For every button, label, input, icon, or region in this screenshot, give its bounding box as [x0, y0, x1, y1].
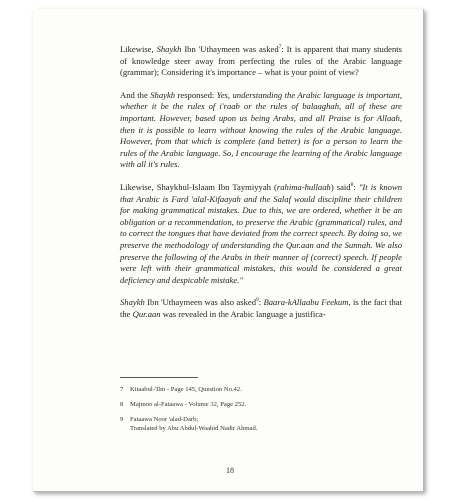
text: : It is apparent that many students of knowledge steer away from perfecting the rules of the Arabic language (grammar); Considering it's importance – what is your point of view? — [120, 44, 402, 78]
footnote-text-continued: Translated by Abu Abdul-Waahid Nadir Ahmad. — [130, 425, 258, 432]
page-number: 18 — [226, 466, 234, 475]
text-italic: Qur.aan — [132, 308, 161, 319]
footnote-ref: 9 — [256, 297, 259, 304]
footnotes — [120, 385, 402, 439]
footnote-text: Majmoo al-Fataawa - Volume 32, Page 252. — [130, 401, 247, 408]
text-italic: rahima-hullaah — [276, 181, 331, 192]
text: Ibn 'Uthaymeen was also asked — [144, 297, 256, 308]
paragraph-3 — [120, 182, 402, 286]
text: Likewise, Shaykhul-Islaam Ibn Taymiyyah ( — [120, 181, 277, 192]
footnote-8 — [120, 400, 402, 409]
footnote-ref: 7 — [278, 44, 282, 51]
text-italic: Baara-kAllaabu Feekum — [263, 297, 349, 308]
text-italic: Shaykh — [120, 297, 145, 308]
footnote-text: Fataawa Noor 'alad-Darb; — [130, 416, 199, 423]
footnote-7 — [120, 385, 402, 394]
page-body — [120, 44, 402, 331]
text-italic: Shaykh — [150, 89, 176, 100]
text: ) said — [330, 181, 351, 192]
footnote-divider — [120, 377, 198, 378]
text-italic: Yes, understanding the Arabic language is important, whether it be the rules of i'raab or the rules of balaaghah, all of these are important. However, based upon us being Arabs, and all Praise is for Allaah, then it is possible to learn without knowing the rules of the Arabic language. However, from that which is complete (and better) is for a person to learn the rules of the Arabic language. So, I encourage the learning of the Arabic language with all it's rules. — [120, 89, 402, 170]
text: Ibn 'Uthaymeen was asked — [181, 44, 279, 54]
footnote-number: 9 — [120, 416, 124, 423]
footnote-9 — [120, 415, 402, 433]
footnote-number: 7 — [120, 386, 124, 393]
text: : — [353, 181, 359, 192]
text: responsed: — [175, 89, 217, 100]
text: : — [258, 297, 264, 308]
text: , is the fact that the — [120, 297, 402, 319]
paragraph-1 — [120, 44, 402, 79]
footnote-ref: 8 — [350, 182, 354, 189]
footnote-number: 8 — [120, 401, 124, 408]
text: And the — [120, 89, 151, 100]
paragraph-2 — [120, 90, 402, 171]
text: Likewise, — [120, 44, 157, 54]
text-italic: Shaykh — [156, 44, 182, 54]
text-italic: "It is known that Arabic is Fard 'alal-Kifaayah and the Salaf would discipline their children for making grammatical mistakes. Due to this, we are ordered, whether it be an obligation or a recommendation, to preserve the Arabic (grammatical) rules, and to correct the tongues that have deviated from the correct speech. By doing so, we preserve the methodology of understanding the Qur.aan and the Sunnah. We also preserve the following of the Arabs in their manner of (correct) speech. If people were left with their grammatical mistakes, this would be considered a great deficiency and despicable mistake." — [120, 181, 402, 285]
paragraph-4 — [120, 297, 402, 320]
text: was revealed in the Arabic language a justifica- — [160, 308, 326, 319]
footnote-text: Kitaabul-'Ilm - Page 145, Question No.42. — [130, 386, 242, 393]
